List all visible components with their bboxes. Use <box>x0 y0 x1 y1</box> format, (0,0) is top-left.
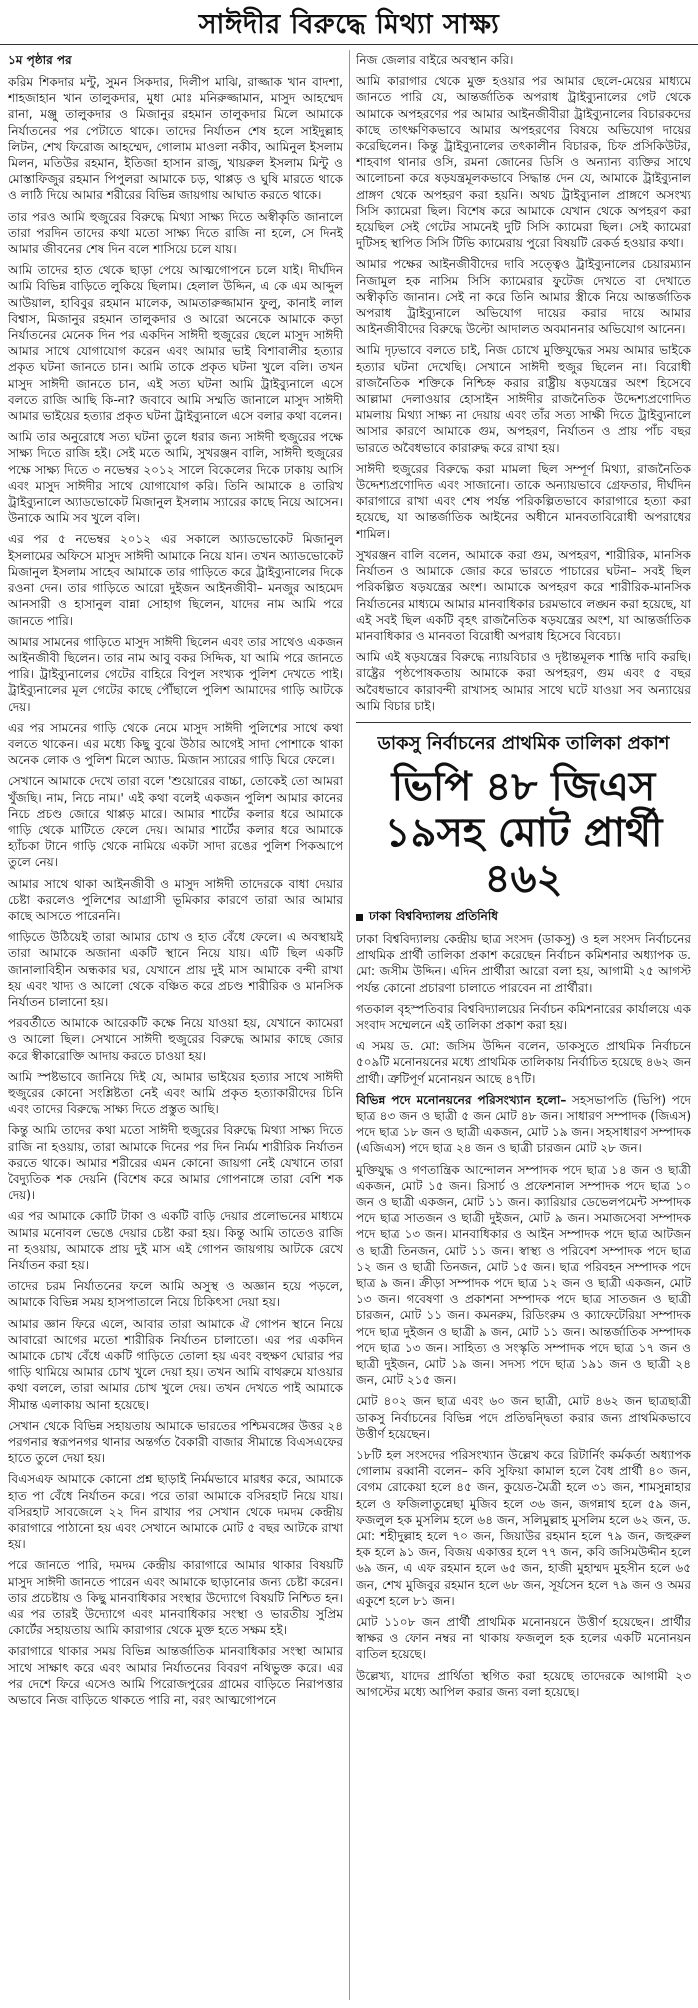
article-paragraph: সেখান থেকে বিভিন্ন সহায়তায় আমাকে ভারতের পশ্চিমবঙ্গের উত্তর ২৪ পরগনার স্বরূপনগর থানার অন্তর্গত বৈকারী বাজার সীমান্তে বিএসএফের হাতে তুলে দেয়া হয়। <box>8 1418 343 1466</box>
article-paragraph: কারাগারে থাকার সময় বিভিন্ন আন্তর্জাতিক মানবাধিকার সংস্থা আমার সাথে সাক্ষাৎ করে এবং আমার নির্যাতনের বিবরণ নথিভুক্ত করে। এর পর দেশে ফিরে এসেও আমি পিরোজপুরের গ্রামের বাড়িতে নিরাপত্তার অভাবে নিজ বাড়িতে থাকতে পারি না, বরং আত্মগোপনে <box>8 1644 343 1708</box>
ducsu-kicker: ডাকসু নির্বাচনের প্রাথমিক তালিকা প্রকাশ <box>356 722 691 760</box>
article-paragraph: আমার সামনের গাড়িতে মাসুদ সাঈদী ছিলেন এবং তার সাথেও একজন আইনজীবী ছিলেন। তার নাম আবু বকর সিদ্দিক, যা আমি পরে জানতে পারি। ট্রাইব্যুনালের গেটের বাহিরে বিপুল সংখ্যক পুলিশ দেখতে পাই। ট্রাইব্যুনালের মূল গেটের কাছে পৌঁছালে পুলিশ আমাদের গাড়ি আটকে দেয়। <box>8 634 343 714</box>
article-paragraph: নিজ জেলার বাইরে অবস্থান করি। <box>356 53 514 67</box>
article-paragraph: ঢাকা বিশ্ববিদ্যালয় কেন্দ্রীয় ছাত্র সংসদ (ডাকসু) ও হল সংসদ নির্বাচনের প্রাথমিক প্রার্থী তালিকা প্রকাশ করেছেন নির্বাচন কমিশনার অধ্যাপক ড. মো: জসীম উদ্দিন। এদিন প্রার্থীরা আরো বলা হয়, আগামী ২৫ আগস্ট পর্যন্ত কোনো প্রচারণা চালাতে পারবেন না প্রার্থীরা। <box>356 931 691 995</box>
article-paragraph: আমার পক্ষের আইনজীবীদের দাবি সত্ত্বেও ট্রাইব্যুনালের চেয়ারম্যান নিজামুল হক নাসিম সিসি ক্যামেরার ফুটেজ দেখতে বা দেখাতে অস্বীকৃতি জানান। সেই না করে তিনি আমার স্ত্রীকে নিয়ে আন্তর্জাতিক অপরাধ ট্রাইব্যুনালে অভিযোগ দায়ের করার দায়ে আমার আইনজীবীদের বিরুদ্ধে উল্টো আদালত অবমাননার অভিযোগ আনেন। <box>356 257 691 337</box>
bullet-square-icon <box>356 914 363 921</box>
article-paragraph: আমি দৃঢ়ভাবে বলতে চাই, নিজ চোখে মুক্তিযুদ্ধের সময় আমার ভাইকে হত্যার ঘটনা দেখেছি। সেখানে সাঈদী হুজুর ছিলেন না। বিরোধী রাজনৈতিক শক্তিকে নিশ্চিহ্ন করার রাষ্ট্রীয় ষড়যন্ত্রের অংশ হিসেবে আল্লামা দেলাওয়ার হোসাইন সাঈদীর রাজনৈতিক উদ্দেশ্যপ্রণোদিত মামলায় মিথ্যা সাক্ষ্য না দেয়ায় এবং তাঁর সত্য সাক্ষী দিতে ট্রাইব্যুনালে আসার কারণে আমাকে গুম, অপহরণ, নির্যাতন ও প্রায় পাঁচ বছর ভারতে অবৈধভাবে কারারুদ্ধ করে রাখা হয়। <box>356 343 691 455</box>
byline <box>356 908 691 928</box>
article-paragraph: গাড়িতে উঠিয়েই তারা আমার চোখ ও হাত বেঁধে ফেলে। এ অবস্থায়ই তারা আমাকে অজানা একটি স্থানে নিয়ে যায়। এটি ছিল একটি জানালাবিহীন অন্ধকার ঘর, যেখানে প্রায় দুই মাস আমাকে বন্দী রাখা হয় এবং খাদ্য ও আলো থেকে বঞ্চিত করে প্রচণ্ড শারীরিক ও মানসিক নির্যাতন চালানো হয়। <box>8 930 343 1009</box>
article-paragraph: তাদের চরম নির্যাতনের ফলে আমি অসুস্থ ও অজ্ঞান হয়ে পড়লে, আমাকে বিভিন্ন সময় হাসপাতালে নিয়ে চিকিৎসা দেয়া হয়। <box>8 1279 343 1310</box>
page-headline: সাঈদীর বিরুদ্ধে মিথ্যা সাক্ষ্য <box>198 9 500 40</box>
article-paragraph: এ সময় ড. মো: জসিম উদ্দিন বলেন, ডাকসুতে প্রাথমিক নির্বাচনে ৫০৯টি মনোনয়নের মধ্যে প্রাথমিক তালিকায় নির্বাচিত হয়েছে ৪৬২ জন প্রার্থী। ত্রুটিপূর্ণ মনোনয়ন আছে ৪৭টি। <box>356 1039 691 1086</box>
article-paragraph: এর পর আমাকে কোটি টাকা ও একটি বাড়ি দেয়ার প্রলোভনের মাধ্যমে আমার মনোবল ভেঙে দেয়ার চেষ্টা করা হয়। কিন্তু আমি তাতেও রাজি না হওয়ায়, আমাকে প্রায় দুই মাস এই গোপন জায়গায় আটকে রেখে নির্যাতন করা হয়। <box>8 1209 343 1273</box>
ducsu-headline: ভিপি ৪৮ জিএস ১৯সহ মোট প্রার্থী ৪৬২ <box>384 762 663 902</box>
article-paragraph: আমি তাদের হাত থেকে ছাড়া পেয়ে আত্মগোপনে চলে যাই। দীর্ঘদিন আমি বিভিন্ন বাড়িতে লুকিয়ে ছিলাম। হেলাল উদ্দিন, এ কে এম আব্দুল আউয়াল, হাবিবুর রহমান মালেক, আমতারুজ্জামান ফুলু, কানাই লাল বিশ্বাস, মিজানুর রহমান তালুকদার ও আরো অনেকে আমাকে কড়া নির্যাতনের মেনেক দিন পর একদিন সাঈদী হুজুরের ছেলে মাসুদ সাঈদী আমার সাথে যোগাযোগ করেন এবং আমার ভাই বিশাবালীর হত্যার প্রকৃত ঘটনা জানতে চান। আমি তাকে প্রকৃত ঘটনা খুলে বলি। তখন মাসুদ সাঈদী জানতে চান, এই সত্য ঘটনা আমি ট্রাইব্যুনালে এসে বলতে রাজি আছি কি-না? জবাবে আমি সম্মতি জানালে মাসুদ সাঈদী আমার ভাইয়ের হত্যার প্রকৃত ঘটনা ট্রাইব্যুনালে এসে বলার কথা বলেন। <box>8 263 343 424</box>
right-column <box>356 52 691 2000</box>
article-paragraph: আমার সাথে থাকা আইনজীবী ও মাসুদ সাঈদী তাদেরকে বাধা দেয়ার চেষ্টা করলেও পুলিশের আগ্রাসী ভূমিকার কারণে তারা আর আমার কাছে আসতে পারেননি। <box>8 876 343 923</box>
section-text: সহসভাপতি (ভিপি) পদে ছাত্র ৪৩ জন ও ছাত্রী ৫ জন মোট ৪৮ জন। সাধারণ সম্পাদক (জিএস) পদে ছাত্র ১৮ জন ও ছাত্রী একজন, মোট ১৯ জন। সহসাধারণ সম্পাদক (এজিএস) পদে ছাত্র ২৪ জন ও ছাত্রী চারজন মোট ২৮ জন। <box>356 1092 691 1156</box>
article-paragraph: আমি তার অনুরোধে সত্য ঘটনা তুলে ধরার জন্য সাঈদী হুজুরের পক্ষে সাক্ষ্য দিতে রাজি হই। সেই মতে আমি, সুখরঞ্জন বালি, সাঈদী হুজুরের পক্ষে সাক্ষ্য দিতে ৩ নভেম্বর ২০১২ সালে বিকেলের দিকে ঢাকায় আসি এবং মাসুদ সাঈদীর সাথে যোগাযোগ করি। তিনি আমাকে ৪ তারিখ ট্রাইব্যুনালে অ্যাডভোকেট মিজানুল ইসলাম স্যারের কাছে নিয়ে আসেন। উনাকে আমি সব খুলে বলি। <box>8 430 343 526</box>
byline-text: ঢাকা বিশ্ববিদ্যালয় প্রতিনিধি <box>369 908 498 923</box>
article-paragraph: তার পরও আমি হুজুরের বিরুদ্ধে মিথ্যা সাক্ষ্য দিতে অস্বীকৃতি জানালে তারা পরদিন তাদের কথা মতো সাক্ষ্য দিতে রাজি না হলে, সে দিনই আমার জীবনের শেষ দিন বলে শাসিয়ে চলে যায়। <box>8 209 343 257</box>
article-paragraph: মোট ১১০৮ জন প্রার্থী প্রাথমিক মনোনয়নে উত্তীর্ণ হয়েছেন। প্রার্থীর স্বাক্ষর ও ফোন নম্বর না থাকায় ফজলুল হক হলের একটি মনোনয়ন বাতিল হয়েছে। <box>356 1615 691 1662</box>
article-paragraph: এর পর ৫ নভেম্বর ২০১২ এর সকালে অ্যাডভোকেট মিজানুল ইসলামের অফিসে মাসুদ সাঈদী আমাকে নিয়ে যান। তখন অ্যাডভোকেট মিজানুল ইসলাম সাহেব আমাকে তার গাড়িতে করে ট্রাইব্যুনালের দিকে রওনা দেন। তার গাড়িতে আরো দুইজন আইনজীবী– মনজুর আহমেদ আনসারী ও হাসানুল বান্না সোহাগ ছিলেন, যাদের নাম আমি পরে জানতে পারি। <box>8 532 343 628</box>
article-paragraph: সেখানে আমাকে দেখে তারা বলে 'শুয়োরের বাচ্চা, তোকেই তো আমরা খুঁজছি। নাম, নিচে নাম।' এই কথা বলেই একজন পুলিশ আমার কানের নিচে প্রচণ্ড জোরে থাপ্পড় মারে। আমার শার্টের কলার ধরে আমাকে গাড়ি থেকে মাটিতে ফেলে দেয়। আমার শার্টের কলার ধরে আমাকে হ্যাঁচকা টানে গাড়ি থেকে নামিয়ে একটা সাদা রঙের পুলিশ পিকআপে তুলে নেয়। <box>8 774 343 870</box>
article-paragraph: গতকাল বৃহস্পতিবার বিশ্ববিদ্যালয়ের নির্বাচন কমিশনারের কার্যালয়ে এক সংবাদ সম্মেলনে এই তালিকা প্রকাশ করা হয়। <box>356 1001 691 1032</box>
article-paragraph: পরবর্তীতে আমাকে আরেকটি কক্ষে নিয়ে যাওয়া হয়, যেখানে ক্যামেরা ও আলো ছিল। সেখানে সাঈদী হুজুরের বিরুদ্ধে আমার কাছে জোর করে স্বীকারোক্তি আদায় করতে চাওয়া হয়। <box>8 1016 343 1063</box>
article-paragraph: পরে জানতে পারি, দমদম কেন্দ্রীয় কারাগারে আমার থাকার বিষয়টি মাসুদ সাঈদী জানতে পারেন এবং আমাকে ছাড়ানোর জন্য চেষ্টা করেন। তার প্রচেষ্টায় ও কিছু মানবাধিকার সংস্থার উদ্যোগে বিষয়টি নিশ্চিত হন। এর পর তারই উদ্যোগে এবং মানবাধিকার সংস্থা ও ভারতীয় সুপ্রিম কোর্টের সহায়তায় আমি কারাগার থেকে মুক্ত হতে সক্ষম হই। <box>8 1558 343 1638</box>
article-paragraph: আমি কারাগার থেকে মুক্ত হওয়ার পর আমার ছেলে-মেয়ের মাধ্যমে জানতে পারি যে, আন্তর্জাতিক অপরাধ ট্রাইব্যুনালের গেট থেকে আমাকে অপহরণের পর আমার আইনজীবীরা ট্রাইব্যুনালের বিচারকদের কাছে তাৎক্ষণিকভাবে আমার অপহরণের বিষয়ে অভিযোগ দায়ের করেছিলেন। কিন্তু ট্রাইব্যুনালের তৎকালীন বিচারক, চিফ প্রসিকিউটর, শাহবাগ থানার ওসি, রমনা জোনের ডিসি ও অন্যান্য ব্যক্তির সাথে আলোচনা করে ষড়যন্ত্রমূলকভাবে সিদ্ধান্ত দেন যে, আমাকে ট্রাইব্যুনাল প্রাঙ্গণ থেকে অপহরণ করা হয়নি। অথচ ট্রাইব্যুনাল প্রাঙ্গণে অসংখ্য সিসি ক্যামেরা ছিল। বিশেষ করে আমাকে যেখান থেকে অপহরণ করা হয়েছিল সেই গেটের সামনেই দুটি সিসি ক্যামেরা ছিল। সেই ক্যামেরা দুটিসহ স্থাপিত সিসি টিভি ক্যামেরায় পুরো বিষয়টি রেকর্ড হওয়ার কথা। <box>356 74 691 251</box>
article-paragraph: আমি এই ষড়যন্ত্রের বিরুদ্ধে ন্যায়বিচার ও দৃষ্টান্তমূলক শাস্তি দাবি করছি। রাষ্ট্রের পৃষ্ঠপোষকতায় আমাকে করা অপহরণ, গুম এবং ৫ বছর অবৈধভাবে কারাবন্দী রাখাসহ আমার সাথে ঘটে যাওয়া সব অন্যায়ের আমি বিচার চাই। <box>356 650 691 713</box>
continued-label: ১ম পৃষ্ঠার পর <box>8 53 72 67</box>
article-paragraph: বিএসএফ আমাকে কোনো প্রশ্ন ছাড়াই নির্মমভাবে মারধর করে, আমাকে হাত পা বেঁধে নির্যাতন করে। পরে তারা আমাকে বসিরহাট নিয়ে যায়। বসিরহাট সাবজেলে ২২ দিন রাখার পর সেখান থেকে দমদম কেন্দ্রীয় কারাগারে পাঠানো হয় এবং সেখানে আমাকে মোট ৫ বছর আটকে রাখা হয়। <box>8 1472 343 1552</box>
left-column <box>8 52 343 2000</box>
article-paragraph: আমি স্পষ্টভাবে জানিয়ে দিই যে, আমার ভাইয়ের হত্যার সাথে সাঈদী হুজুরের কোনো সংশ্লিষ্টতা নেই এবং আমি প্রকৃত হত্যাকারীদের চিনি এবং তাদের বিরুদ্ধে সাক্ষ্য দিতে প্রস্তুত আছি। <box>8 1069 343 1117</box>
article-paragraph: এর পর সামনের গাড়ি থেকে নেমে মাসুদ সাঈদী পুলিশের সাথে কথা বলতে থাকেন। এর মধ্যে কিছু বুঝে উঠার আগেই সাদা পোশাকে থাকা অনেক লোক ও পুলিশ মিলে অ্যাড. মিজান স্যারের গাড়ি ঘিরে ফেলে। <box>8 720 343 768</box>
article-paragraph: ১৮টি হল সংসদের পরিসংখ্যান উল্লেখ করে রিটার্নিং কর্মকর্তা অধ্যাপক গোলাম রব্বানী বলেন– কবি সুফিয়া কামাল হলে বৈধ প্রার্থী ৪০ জন, বেগম রোকেয়া হলে ৪৫ জন, কুয়েত-মৈত্রী হলে ৩১ জন, শামসুন্নাহার হলে ও ফজিলাতুন্নেছা মুজিব হলে ৩৬ জন, জগন্নাথ হলে ৫৯ জন, ফজলুল হক মুসলিম হলে ৬৪ জন, সলিমুল্লাহ মুসলিম হলে ৬২ জন, ড. মো: শহীদুল্লাহ হলে ৭০ জন, জিয়াউর রহমান হলে ৭৯ জন, জহুরুল হক হলে ৯১ জন, বিজয় একাত্তর হলে ৭৭ জন, কবি জসিমউদ্দীন হলে ৬৯ জন, এ এফ রহমান হলে ৬৫ জন, হাজী মুহাম্মদ মুহসীন হলে ৬৫ জন, শেখ মুজিবুর রহমান হলে ৬৮ জন, সূর্যসেন হলে ৭৯ জন ও অমর একুশে হলে ৮১ জন। <box>356 1448 691 1608</box>
stats-paragraph <box>356 1092 691 1157</box>
column-divider <box>349 50 350 2000</box>
article-paragraph: আমার জ্ঞান ফিরে এলে, আবার তারা আমাকে ঐ গোপন স্থানে নিয়ে আবারো আগের মতো শারীরিক নির্যাতন চালাতো। এর পর একদিন আমাকে চোখ বেঁধে একটি গাড়িতে তোলা হয় এবং বহুক্ষণ ঘোরার পর গাড়ি থামিয়ে আমার চোখ খুলে দেয়া হয়। তখন আমি বাথরুমে যাওয়ার কথা বললে, তারা আমার চোখ খুলে দেয়। তখন দেখতে পাই আমাকে সীমান্ত এলাকায় আনা হয়েছে। <box>8 1316 343 1412</box>
article-paragraph: উল্লেখ্য, যাদের প্রার্থিতা স্থগিত করা হয়েছে তাদেরকে আগামী ২৩ আগস্টের মধ্যে আপিল করার জন্য বলা হয়েছে। <box>356 1668 691 1699</box>
article-paragraph: সাঈদী হুজুরের বিরুদ্ধে করা মামলা ছিল সম্পূর্ণ মিথ্যা, রাজনৈতিক উদ্দেশ্যপ্রণোদিত এবং সাজানো। তাকে অন্যায়ভাবে গ্রেফতার, দীর্ঘদিন কারাগারে রাখা এবং শেষ পর্যন্ত পরিকল্পিতভাবে কারাগারে হত্যা করা হয়েছে, যা আন্তর্জাতিক আইনের অধীনে মানবতাবিরোধী অপরাধের শামিল। <box>356 461 691 541</box>
section-lead: বিভিন্ন পদে মনোনয়নের পরিসংখ্যান হলো– <box>356 1092 567 1107</box>
article-paragraph: মোট ৪০২ জন ছাত্র এবং ৬০ জন ছাত্রী, মোট ৪৬২ জন ছাত্রছাত্রী ডাকসু নির্বাচনের বিভিন্ন পদে প্রতিদ্বন্দ্বিতা করার জন্য প্রাথমিকভাবে উত্তীর্ণ হয়েছেন। <box>356 1394 691 1441</box>
article-paragraph: কিন্তু আমি তাদের কথা মতো সাঈদী হুজুরের বিরুদ্ধে মিথ্যা সাক্ষ্য দিতে রাজি না হওয়ায়, তারা আমাকে দিনের পর দিন নির্মম শারীরিক নির্যাতন করতে থাকে। আমার শরীরের এমন কোনো জায়গা নেই যেখানে তারা বৈদ্যুতিক শক দেয়নি (বিশেষ করে আমার গোপনাঙ্গে তারা বেশি শক দেয়)। <box>8 1123 343 1203</box>
headline-bar <box>0 0 698 45</box>
article-paragraph: মুক্তিযুদ্ধ ও গণতান্ত্রিক আন্দোলন সম্পাদক পদে ছাত্র ১৪ জন ও ছাত্রী একজন, মোট ১৫ জন। রিসার্চ ও প্রফেশনাল সম্পাদক পদে ছাত্র ১০ জন ও ছাত্রী একজন, মোট ১১ জন। ক্যারিয়ার ডেভেলপমেন্ট সম্পাদক পদে ছাত্র সাতজন ও ছাত্রী দুইজন, মোট ৯ জন। সমাজসেবা সম্পাদক পদে ছাত্র ১৩ জন। মানবাধিকার ও আইন সম্পাদক পদে ছাত্র আটজন ও ছাত্রী তিনজন, মোট ১১ জন। স্বাস্থ্য ও পরিবেশ সম্পাদক পদে ছাত্র ১২ জন ও ছাত্রী তিনজন, মোট ১৫ জন। ছাত্র পরিবহন সম্পাদক পদে ছাত্র ৯ জন। ক্রীড়া সম্পাদক পদে ছাত্র ১২ জন ও ছাত্রী একজন, মোট ১৩ জন। গবেষণা ও প্রকাশনা সম্পাদক পদে ছাত্র সাতজন ও ছাত্রী চারজন, মোট ১১ জন। কমনরুম, রিডিংরুম ও ক্যাফেটেরিয়া সম্পাদক পদে ছাত্র দুইজন ও ছাত্রী ৯ জন, মোট ১১ জন। আন্তর্জাতিক সম্পাদক পদে ছাত্র ১৩ জন। সাহিত্য ও সংস্কৃতি সম্পাদক পদে ছাত্র ১৭ জন ও ছাত্রী দুইজন, মোট ১৯ জন। সদস্য পদে ছাত্র ১৯১ জন ও ছাত্রী ২৪ জন, মোট ২১৫ জন। <box>356 1162 691 1388</box>
article-paragraph: করিম শিকদার মন্টু, সুমন সিকদার, দিলীপ মাঝি, রাজ্জাক খান বাদশা, শাহজাহান খান তালুকদার, মুধা মোঃ মনিরুজ্জামান, মাসুদ আহম্মেদ রানা, মঞ্জু তালুকদার ও মিজানুর রহমান তালুকদার মিলে আমাকে নির্যাতনের পর পেটাতে থাকে। তাদের নির্যাতন শেষ হলে সাইদুল্লাহ লিটন, শেখ ফিরোজ আহম্মেদ, গোলাম মাওলা নকীব, আমিনুল ইসলাম মিলন, মতিউর রহমান, ইতিজা হাসান রাজু, খায়রুল ইসলাম মিন্টু ও মোস্তাফিজুর রহমান পিপুলরা আমাকে চড়, থাপ্পড় ও ঘুষি মারতে থাকে ও লাঠি দিয়ে আমার শরীরের বিভিন্ন জায়গায় আঘাত করতে থাকে। <box>8 75 343 203</box>
article-paragraph: সুখরঞ্জন বালি বলেন, আমাকে করা গুম, অপহরণ, শারীরিক, মানসিক নির্যাতন ও আমাকে জোর করে ভারতে পাচারের ঘটনা– সবই ছিল পরিকল্পিত ষড়যন্ত্রের অংশ। আমাকে অপহরণ করে শারীরিক-মানসিক নির্যাতনের মাধ্যমে আমার মানবাধিকার চরমভাবে লঙ্ঘন করা হয়েছে, যা এই সবই ছিল একটি বৃহৎ রাজনৈতিক ষড়যন্ত্রের অংশ, যা আন্তর্জাতিক মানবাধিকার ও মানবতা বিরোধী অপরাধ হিসেবে বিবেচ্য। <box>356 547 691 643</box>
